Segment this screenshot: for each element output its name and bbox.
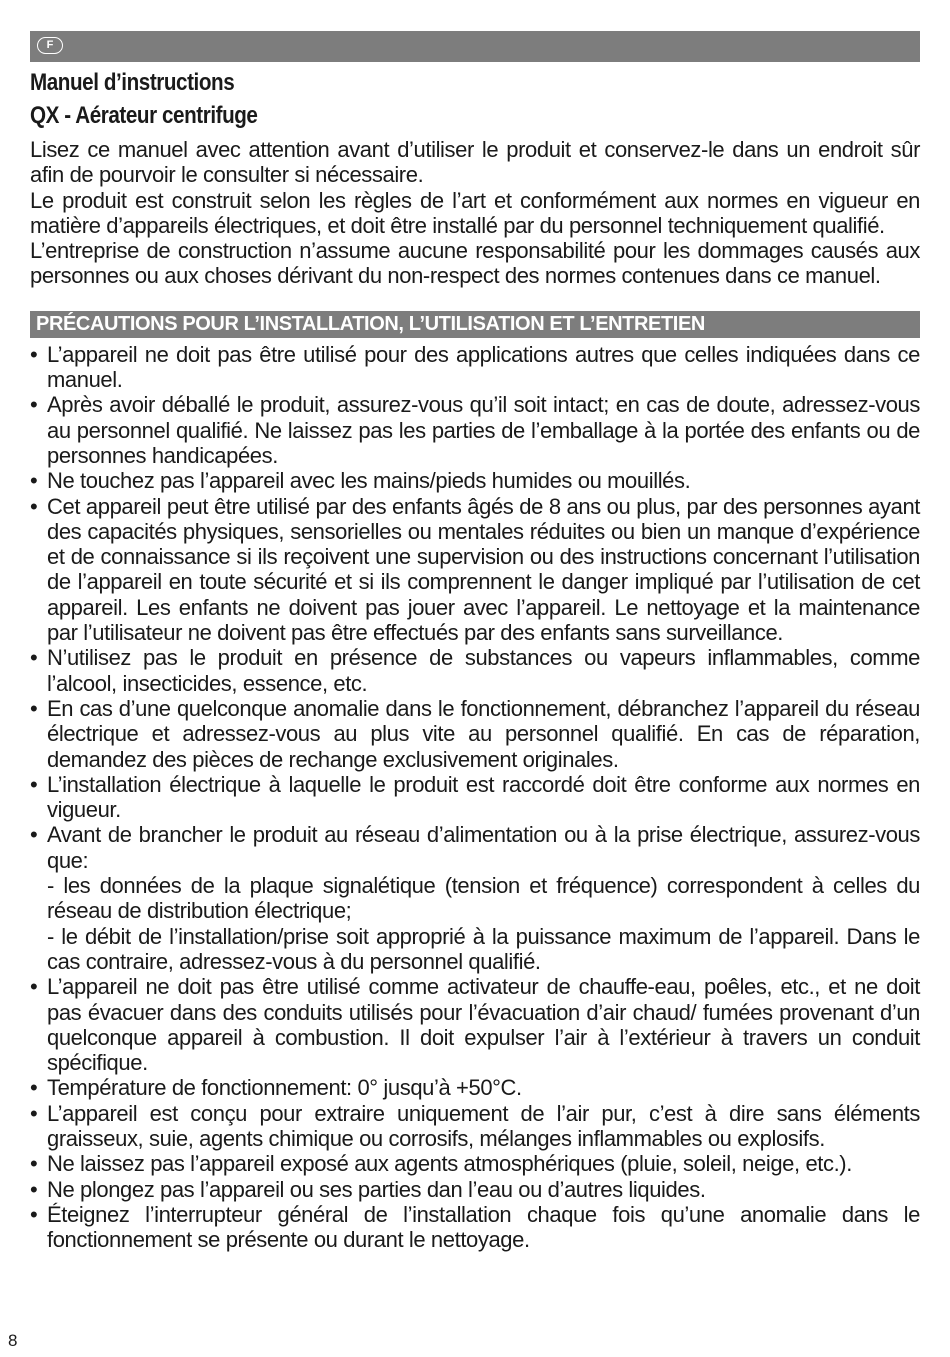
list-item: • Après avoir déballé le produit, assurez-vous qu’il soit intact; en cas de doute, adressez-vous au personnel qualifié. Ne laissez pas les parties de l’emballage à la portée des enfants ou de personnes handicapées.	[30, 392, 920, 468]
list-item: • L’appareil est conçu pour extraire uniquement de l’air pur, c’est à dire sans éléments graisseux, suie, agents chimique ou corrosifs, mélanges inflammables ou explosifs.	[30, 1101, 920, 1152]
list-item	[30, 822, 920, 974]
list-item: • L’installation électrique à laquelle le produit est raccordé doit être conforme aux normes en vigueur.	[30, 772, 920, 823]
list-item: • Ne laissez pas l’appareil exposé aux agents atmosphériques (pluie, soleil, neige, etc.).	[30, 1151, 920, 1176]
list-item: • Température de fonctionnement: 0° jusqu’à +50°C.	[30, 1075, 920, 1100]
manual-title: Manuel d’instructions	[30, 69, 235, 96]
precautions-list	[30, 342, 920, 1253]
language-header-bar	[30, 31, 920, 62]
section-heading-precautions: PRÉCAUTIONS POUR L’INSTALLATION, L’UTILISATION ET L’ENTRETIEN	[30, 311, 920, 338]
intro-section	[30, 137, 920, 289]
intro-paragraph: L’entreprise de construction n’assume aucune responsabilité pour les dommages causés aux personnes ou aux choses dérivant du non-respect des normes contenues dans ce manuel.	[30, 238, 920, 289]
document-body	[30, 137, 920, 1252]
list-item: • L’appareil ne doit pas être utilisé pour des applications autres que celles indiquées dans ce manuel.	[30, 342, 920, 393]
list-item: • En cas d’une quelconque anomalie dans le fonctionnement, débranchez l’appareil du réseau électrique et adressez-vous au plus vite au personnel qualifié. En cas de réparation, demandez des pièces de rechange exclusivement originales.	[30, 696, 920, 772]
list-item: • Ne touchez pas l’appareil avec les mains/pieds humides ou mouillés.	[30, 468, 920, 493]
product-title: QX - Aérateur centrifuge	[30, 102, 258, 129]
list-item: • Éteignez l’interrupteur général de l’installation chaque fois qu’une anomalie dans le fonctionnement se présente ou durant le nettoyage.	[30, 1202, 920, 1253]
list-subitem: - les données de la plaque signalétique (tension et fréquence) correspondent à celles du réseau de distribution électrique;	[47, 873, 920, 924]
list-item: • N’utilisez pas le produit en présence de substances ou vapeurs inflammables, comme l’alcool, insecticides, essence, etc.	[30, 645, 920, 696]
page-number: 8	[8, 1331, 18, 1350]
intro-paragraph: Lisez ce manuel avec attention avant d’utiliser le produit et conservez-le dans un endroit sûr afin de pourvoir le consulter si nécessaire.	[30, 137, 920, 188]
list-subitem: - le débit de l’installation/prise soit approprié à la puissance maximum de l’appareil. Dans le cas contraire, adressez-vous à du personnel qualifié.	[47, 923, 920, 974]
language-badge: F	[37, 37, 63, 54]
list-item: • Cet appareil peut être utilisé par des enfants âgés de 8 ans ou plus, par des personnes ayant des capacités physiques, sensorielles ou mentales réduites ou bien un manque d’expérience et de connaissance si ils reçoivent une supervision ou des instructions concernant l’utilisation de l’appareil en toute sécurité et si ils comprennent le danger impliqué par l’utilisation de cet appareil. Les enfants ne doivent pas jouer avec l’appareil. Le nettoyage et la maintenance par l’utilisateur ne doivent pas être effectués par des enfants sans surveillance.	[30, 494, 920, 646]
list-item-text: Avant de brancher le produit au réseau d’alimentation ou à la prise électrique, assurez-vous que:	[47, 822, 920, 873]
intro-paragraph: Le produit est construit selon les règles de l’art et conformément aux normes en vigueur en matière d’appareils électriques, et doit être installé par du personnel techniquement qualifié.	[30, 187, 920, 238]
list-item: • Ne plongez pas l’appareil ou ses parties dan l’eau ou d’autres liquides.	[30, 1177, 920, 1202]
list-item: • L’appareil ne doit pas être utilisé comme activateur de chauffe-eau, poêles, etc., et ne doit pas évacuer dans des conduits utilisés pour l’évacuation d’air chaud/ fumées provenant d’un quelconque appareil à combustion. Il doit expulser l’air à l’extérieur à travers un conduit spécifique.	[30, 974, 920, 1075]
